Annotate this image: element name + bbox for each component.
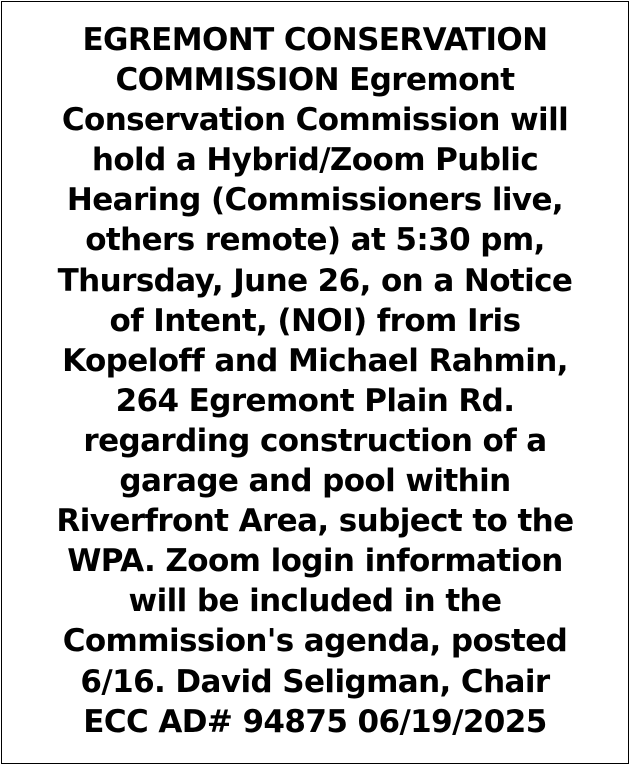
notice-line: of Intent, (NOI) from Iris [109,302,521,339]
notice-line: will be included in the [128,583,502,620]
notice-line: Kopeloff and Michael Rahmin, [62,342,568,379]
notice-line: ECC AD# 94875 06/19/2025 [83,703,547,740]
notice-line: EGREMONT CONSERVATION [82,22,548,58]
notice-line: 6/16. David Seligman, Chair [80,663,550,700]
notice-line: 264 Egremont Plain Rd. [115,382,515,419]
notice-line: Commission's agenda, posted [62,623,568,660]
notice-line: garage and pool within [119,463,511,500]
notice-line: hold a Hybrid/Zoom Public [91,142,539,179]
legal-notice-text [8,20,622,742]
notice-line: COMMISSION Egremont [115,62,515,99]
notice-line: Conservation Commission will [61,102,569,139]
notice-line: Riverfront Area, subject to the [56,503,574,540]
notice-line: regarding construction of a [83,422,547,459]
legal-notice-box [1,1,629,764]
notice-line: Hearing (Commissioners live, [66,182,564,219]
notice-line: others remote) at 5:30 pm, [85,222,545,259]
notice-line: WPA. Zoom login information [67,543,563,580]
notice-line: Thursday, June 26, on a Notice [57,262,573,299]
